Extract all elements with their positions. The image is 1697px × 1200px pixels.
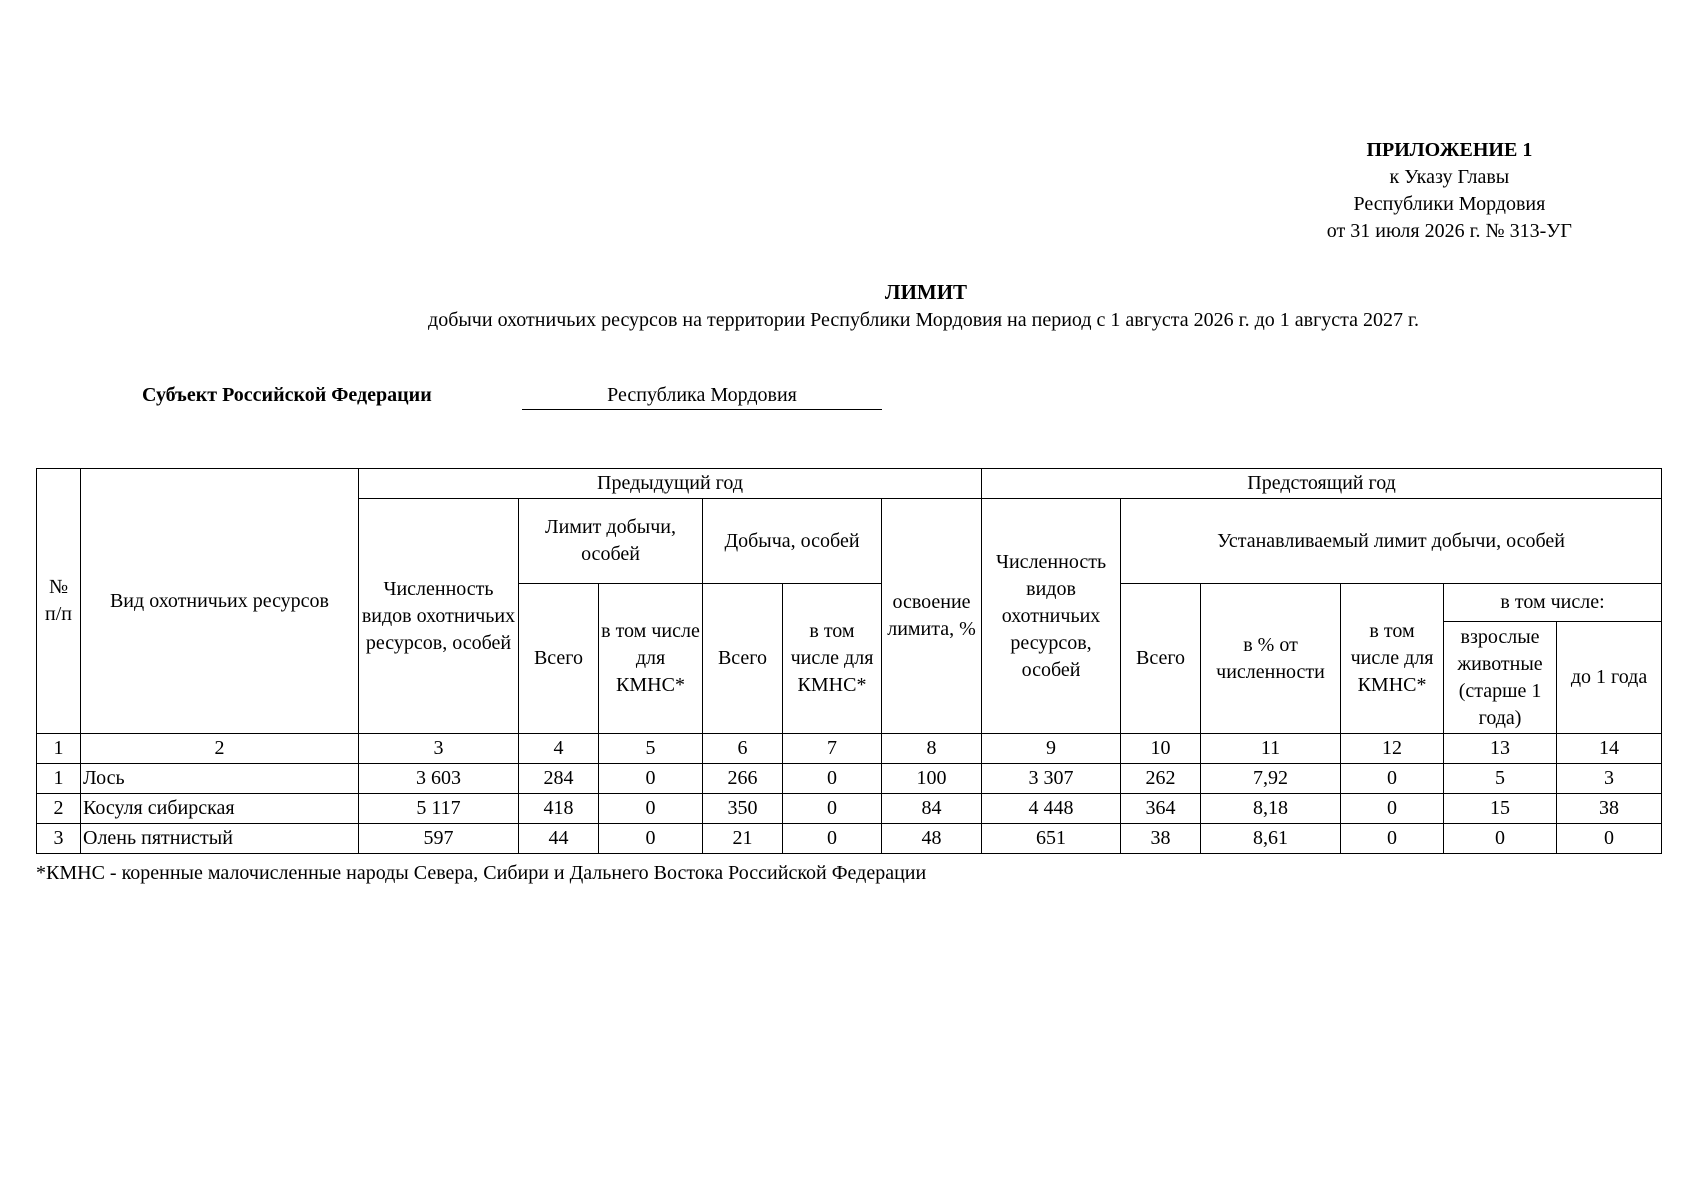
table-cell: 350 xyxy=(703,794,783,824)
header-species: Вид охотничьих ресурсов xyxy=(81,469,359,734)
table-cell: 364 xyxy=(1121,794,1201,824)
header-num: № п/п xyxy=(37,469,81,734)
table-cell: 0 xyxy=(1444,824,1557,854)
table-row xyxy=(37,824,1662,854)
footnote: *КМНС - коренные малочисленные народы Севера, Сибири и Дальнего Востока Российской Федерации xyxy=(36,862,927,884)
header-prev-year: Предыдущий год xyxy=(359,469,982,499)
annex-line-1: к Указу Главы xyxy=(1389,166,1510,188)
species-name: Косуля сибирская xyxy=(81,794,359,824)
table-cell: 8,61 xyxy=(1201,824,1341,854)
header-utilization: освоение лимита, % xyxy=(882,499,982,734)
table-cell: 0 xyxy=(783,824,882,854)
table-cell: 3 603 xyxy=(359,764,519,794)
table-cell: 38 xyxy=(1557,794,1662,824)
header-set-limit: Устанавливаемый лимит добычи, особей xyxy=(1121,499,1662,584)
table-row xyxy=(37,794,1662,824)
col-number: 3 xyxy=(359,734,519,764)
table-cell: 597 xyxy=(359,824,519,854)
table-cell: 5 117 xyxy=(359,794,519,824)
table-cell: 0 xyxy=(783,794,882,824)
subject-row xyxy=(142,384,797,407)
table-cell: 5 xyxy=(1444,764,1557,794)
header-prev-limit: Лимит добычи, особей xyxy=(519,499,703,584)
limit-table xyxy=(36,468,1662,854)
col-number: 9 xyxy=(982,734,1121,764)
annex-title: ПРИЛОЖЕНИЕ 1 xyxy=(1366,139,1533,161)
header-set-limit-total: Всего xyxy=(1121,584,1201,734)
table-cell: 0 xyxy=(1557,824,1662,854)
table-cell: 3 307 xyxy=(982,764,1121,794)
table-cell: 4 448 xyxy=(982,794,1121,824)
subject-value: Республика Мордовия xyxy=(522,384,882,410)
col-number: 8 xyxy=(882,734,982,764)
header-limit-total: Всего xyxy=(519,584,599,734)
table-cell: 0 xyxy=(1341,794,1444,824)
table-cell: 284 xyxy=(519,764,599,794)
table-cell: 84 xyxy=(882,794,982,824)
table-row xyxy=(37,764,1662,794)
table-cell: 100 xyxy=(882,764,982,794)
col-number: 12 xyxy=(1341,734,1444,764)
header-population: Численность видов охотничьих ресурсов, особей xyxy=(359,499,519,734)
table-cell: 651 xyxy=(982,824,1121,854)
row-number: 3 xyxy=(37,824,81,854)
document-title: ЛИМИТ xyxy=(884,280,968,304)
col-number: 6 xyxy=(703,734,783,764)
col-number: 4 xyxy=(519,734,599,764)
table-cell: 8,18 xyxy=(1201,794,1341,824)
table-cell: 0 xyxy=(599,794,703,824)
col-number: 10 xyxy=(1121,734,1201,764)
annex-line-3: от 31 июля 2026 г. № 313-УГ xyxy=(1326,220,1572,242)
col-number: 14 xyxy=(1557,734,1662,764)
species-name: Лось xyxy=(81,764,359,794)
table-cell: 266 xyxy=(703,764,783,794)
species-name: Олень пятнистый xyxy=(81,824,359,854)
col-number: 11 xyxy=(1201,734,1341,764)
table-cell: 21 xyxy=(703,824,783,854)
col-number: 5 xyxy=(599,734,703,764)
table-cell: 7,92 xyxy=(1201,764,1341,794)
header-set-limit-kmns: в том числе для КМНС* xyxy=(1341,584,1444,734)
table-cell: 262 xyxy=(1121,764,1201,794)
col-number: 2 xyxy=(81,734,359,764)
header-adults: взрослые животные (старше 1 года) xyxy=(1444,622,1557,734)
table-cell: 0 xyxy=(1341,764,1444,794)
table-cell: 0 xyxy=(1341,824,1444,854)
annex-block xyxy=(1327,137,1572,245)
header-harvest: Добыча, особей xyxy=(703,499,882,584)
header-harvest-kmns: в том числе для КМНС* xyxy=(783,584,882,734)
column-number-row xyxy=(37,734,1662,764)
annex-line-2: Республики Мордовия xyxy=(1353,193,1546,215)
row-number: 2 xyxy=(37,794,81,824)
document-subtitle: добычи охотничьих ресурсов на территории Республики Мордовия на период с 1 августа 2026 г. до 1 августа 2027 г. xyxy=(428,309,1419,331)
col-number: 13 xyxy=(1444,734,1557,764)
col-number: 7 xyxy=(783,734,882,764)
document-heading xyxy=(0,280,1697,332)
header-limit-kmns: в том числе для КМНС* xyxy=(599,584,703,734)
header-next-population: Численность видов охотничьих ресурсов, особей xyxy=(982,499,1121,734)
table-cell: 44 xyxy=(519,824,599,854)
table-cell: 418 xyxy=(519,794,599,824)
table-cell: 38 xyxy=(1121,824,1201,854)
header-including: в том числе: xyxy=(1444,584,1662,622)
table-cell: 0 xyxy=(599,824,703,854)
header-harvest-total: Всего xyxy=(703,584,783,734)
subject-label: Субъект Российской Федерации xyxy=(142,384,432,406)
table-cell: 0 xyxy=(599,764,703,794)
table-cell: 0 xyxy=(783,764,882,794)
table-cell: 3 xyxy=(1557,764,1662,794)
table-cell: 48 xyxy=(882,824,982,854)
header-pct-of-pop: в % от численности xyxy=(1201,584,1341,734)
header-next-year: Предстоящий год xyxy=(982,469,1662,499)
row-number: 1 xyxy=(37,764,81,794)
col-number: 1 xyxy=(37,734,81,764)
table-cell: 15 xyxy=(1444,794,1557,824)
header-under-one: до 1 года xyxy=(1557,622,1662,734)
